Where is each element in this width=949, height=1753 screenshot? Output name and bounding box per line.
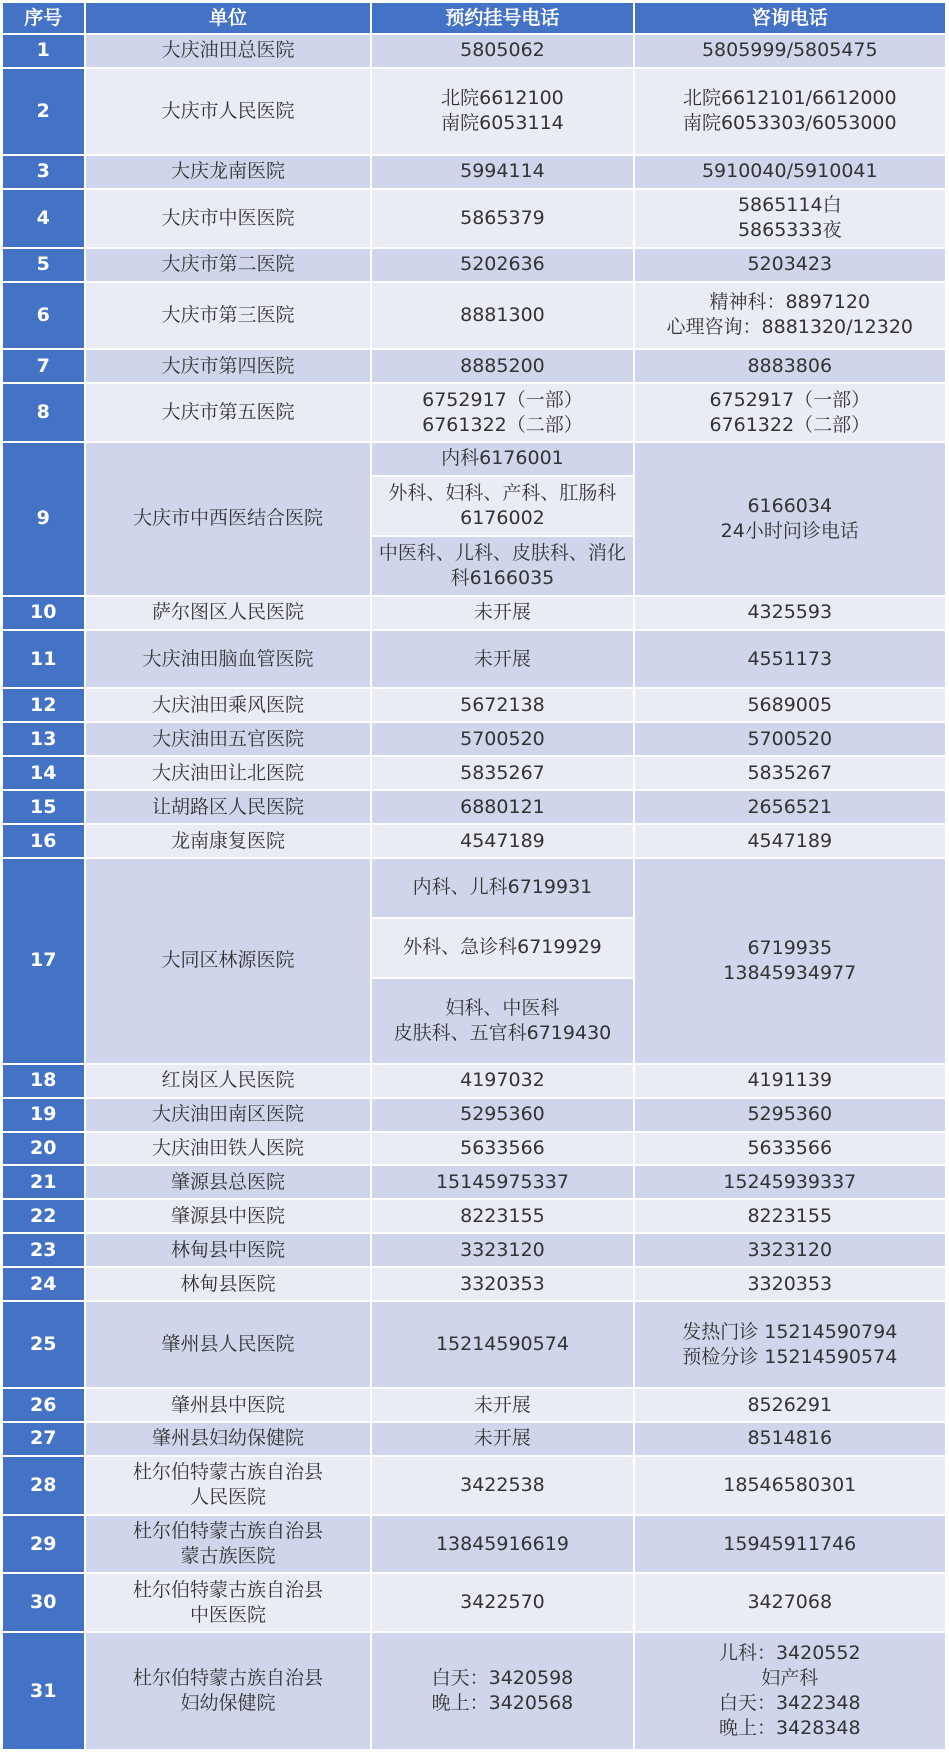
header-appointment: 预约挂号电话	[371, 2, 633, 34]
appointment-phone: 8223155	[371, 1199, 633, 1233]
row-number: 31	[2, 1632, 85, 1750]
hospital-name: 大庆油田让北医院	[85, 756, 372, 790]
table-row	[2, 1165, 946, 1199]
row-number: 9	[2, 442, 85, 596]
consult-phone: 5865114白 5865333夜	[634, 189, 946, 248]
hospital-name: 肇州县中医院	[85, 1388, 372, 1422]
consult-phone: 儿科：3420552 妇产科 白天：3422348 晚上：3428348	[634, 1632, 946, 1750]
table-row	[2, 1422, 946, 1456]
consult-phone: 6166034 24小时问诊电话	[634, 442, 946, 596]
appointment-phone: 6752917（一部） 6761322（二部）	[371, 383, 633, 442]
table-row	[2, 1132, 946, 1166]
appointment-phone: 3422570	[371, 1573, 633, 1632]
appointment-phone: 5865379	[371, 189, 633, 248]
table-row	[2, 155, 946, 189]
appointment-phone: 内科6176001	[371, 442, 633, 476]
consult-phone: 3427068	[634, 1573, 946, 1632]
appointment-phone: 5994114	[371, 155, 633, 189]
row-number: 3	[2, 155, 85, 189]
header-num: 序号	[2, 2, 85, 34]
appointment-phone: 13845916619	[371, 1515, 633, 1574]
table-row	[2, 1199, 946, 1233]
appointment-phone: 妇科、中医科 皮肤科、五官科6719430	[371, 978, 633, 1064]
hospital-name: 林甸县医院	[85, 1267, 372, 1301]
consult-phone: 6719935 13845934977	[634, 858, 946, 1064]
table-row	[2, 1267, 946, 1301]
appointment-phone: 未开展	[371, 1388, 633, 1422]
table-row	[2, 189, 946, 248]
hospital-name: 大庆市中西医结合医院	[85, 442, 372, 596]
consult-phone: 5805999/5805475	[634, 34, 946, 68]
row-number: 12	[2, 688, 85, 722]
table-row	[2, 349, 946, 383]
row-number: 8	[2, 383, 85, 442]
table-row	[2, 1098, 946, 1132]
table-row	[2, 596, 946, 630]
hospital-name: 大庆市人民医院	[85, 68, 372, 155]
appointment-phone: 15214590574	[371, 1301, 633, 1388]
row-number: 19	[2, 1098, 85, 1132]
row-number: 20	[2, 1132, 85, 1166]
table-row	[2, 688, 946, 722]
hospital-name: 肇州县妇幼保健院	[85, 1422, 372, 1456]
table-row	[2, 442, 946, 476]
appointment-phone: 5202636	[371, 248, 633, 282]
consult-phone: 15945911746	[634, 1515, 946, 1574]
row-number: 18	[2, 1064, 85, 1098]
appointment-phone: 5295360	[371, 1098, 633, 1132]
row-number: 25	[2, 1301, 85, 1388]
hospital-name: 杜尔伯特蒙古族自治县 人民医院	[85, 1456, 372, 1515]
hospital-name: 大庆油田南区医院	[85, 1098, 372, 1132]
consult-phone: 5835267	[634, 756, 946, 790]
hospital-name: 大庆市第三医院	[85, 282, 372, 350]
hospital-name: 大庆油田总医院	[85, 34, 372, 68]
row-number: 27	[2, 1422, 85, 1456]
consult-phone: 5203423	[634, 248, 946, 282]
appointment-phone: 8881300	[371, 282, 633, 350]
appointment-phone: 未开展	[371, 596, 633, 630]
hospital-name: 大庆油田五官医院	[85, 722, 372, 756]
row-number: 28	[2, 1456, 85, 1515]
row-number: 21	[2, 1165, 85, 1199]
table-row	[2, 722, 946, 756]
hospital-name: 林甸县中医院	[85, 1233, 372, 1267]
table-row	[2, 34, 946, 68]
table-row	[2, 630, 946, 689]
row-number: 29	[2, 1515, 85, 1574]
table-row	[2, 858, 946, 918]
row-number: 4	[2, 189, 85, 248]
table-row	[2, 1233, 946, 1267]
consult-phone: 5633566	[634, 1132, 946, 1166]
appointment-phone: 外科、急诊科6719929	[371, 918, 633, 978]
consult-phone: 4191139	[634, 1064, 946, 1098]
hospital-phone-table	[1, 1, 947, 1751]
consult-phone: 3320353	[634, 1267, 946, 1301]
appointment-phone: 5700520	[371, 722, 633, 756]
consult-phone: 5700520	[634, 722, 946, 756]
consult-phone: 2656521	[634, 790, 946, 824]
hospital-name: 大庆油田乘风医院	[85, 688, 372, 722]
appointment-phone: 内科、儿科6719931	[371, 858, 633, 918]
header-unit: 单位	[85, 2, 372, 34]
row-number: 1	[2, 34, 85, 68]
row-number: 5	[2, 248, 85, 282]
table-row	[2, 1301, 946, 1388]
hospital-name: 大同区林源医院	[85, 858, 372, 1064]
appointment-phone: 4547189	[371, 824, 633, 858]
row-number: 17	[2, 858, 85, 1064]
appointment-phone: 15145975337	[371, 1165, 633, 1199]
consult-phone: 5689005	[634, 688, 946, 722]
table-row	[2, 68, 946, 155]
consult-phone: 8514816	[634, 1422, 946, 1456]
consult-phone: 4551173	[634, 630, 946, 689]
appointment-phone: 5672138	[371, 688, 633, 722]
row-number: 16	[2, 824, 85, 858]
consult-phone: 北院6612101/6612000 南院6053303/6053000	[634, 68, 946, 155]
appointment-phone: 外科、妇科、产科、肛肠科6176002	[371, 476, 633, 536]
hospital-name: 龙南康复医院	[85, 824, 372, 858]
row-number: 23	[2, 1233, 85, 1267]
table-row	[2, 1573, 946, 1632]
appointment-phone: 5805062	[371, 34, 633, 68]
header-consult: 咨询电话	[634, 2, 946, 34]
consult-phone: 6752917（一部） 6761322（二部）	[634, 383, 946, 442]
appointment-phone: 3422538	[371, 1456, 633, 1515]
appointment-phone: 北院6612100 南院6053114	[371, 68, 633, 155]
hospital-name: 大庆油田脑血管医院	[85, 630, 372, 689]
table-row	[2, 383, 946, 442]
appointment-phone: 中医科、儿科、皮肤科、消化科6166035	[371, 536, 633, 596]
hospital-name: 杜尔伯特蒙古族自治县 妇幼保健院	[85, 1632, 372, 1750]
appointment-phone: 5633566	[371, 1132, 633, 1166]
appointment-phone: 5835267	[371, 756, 633, 790]
appointment-phone: 白天：3420598 晚上：3420568	[371, 1632, 633, 1750]
table-row	[2, 282, 946, 350]
appointment-phone: 8885200	[371, 349, 633, 383]
table-row	[2, 248, 946, 282]
consult-phone: 5910040/5910041	[634, 155, 946, 189]
row-number: 30	[2, 1573, 85, 1632]
appointment-phone: 4197032	[371, 1064, 633, 1098]
table-row	[2, 1515, 946, 1574]
hospital-name: 大庆市中医医院	[85, 189, 372, 248]
appointment-phone: 3320353	[371, 1267, 633, 1301]
table-row	[2, 1388, 946, 1422]
hospital-name: 大庆市第五医院	[85, 383, 372, 442]
row-number: 2	[2, 68, 85, 155]
row-number: 10	[2, 596, 85, 630]
consult-phone: 5295360	[634, 1098, 946, 1132]
hospital-name: 肇源县总医院	[85, 1165, 372, 1199]
appointment-phone: 未开展	[371, 1422, 633, 1456]
consult-phone: 8526291	[634, 1388, 946, 1422]
row-number: 22	[2, 1199, 85, 1233]
appointment-phone: 6880121	[371, 790, 633, 824]
row-number: 15	[2, 790, 85, 824]
hospital-name: 大庆市第四医院	[85, 349, 372, 383]
consult-phone: 8883806	[634, 349, 946, 383]
hospital-name: 肇源县中医院	[85, 1199, 372, 1233]
hospital-name: 杜尔伯特蒙古族自治县 中医医院	[85, 1573, 372, 1632]
header-row	[2, 2, 946, 34]
appointment-phone: 未开展	[371, 630, 633, 689]
consult-phone: 3323120	[634, 1233, 946, 1267]
consult-phone: 15245939337	[634, 1165, 946, 1199]
row-number: 11	[2, 630, 85, 689]
table-row	[2, 1064, 946, 1098]
table-row	[2, 1456, 946, 1515]
hospital-name: 肇州县人民医院	[85, 1301, 372, 1388]
row-number: 26	[2, 1388, 85, 1422]
row-number: 7	[2, 349, 85, 383]
table-row	[2, 1632, 946, 1750]
hospital-name: 大庆油田铁人医院	[85, 1132, 372, 1166]
hospital-name: 让胡路区人民医院	[85, 790, 372, 824]
consult-phone: 18546580301	[634, 1456, 946, 1515]
hospital-name: 大庆龙南医院	[85, 155, 372, 189]
row-number: 13	[2, 722, 85, 756]
hospital-name: 大庆市第二医院	[85, 248, 372, 282]
consult-phone: 4325593	[634, 596, 946, 630]
table-row	[2, 756, 946, 790]
appointment-phone: 3323120	[371, 1233, 633, 1267]
row-number: 14	[2, 756, 85, 790]
hospital-name: 萨尔图区人民医院	[85, 596, 372, 630]
consult-phone: 发热门诊 15214590794 预检分诊 15214590574	[634, 1301, 946, 1388]
consult-phone: 4547189	[634, 824, 946, 858]
hospital-name: 杜尔伯特蒙古族自治县 蒙古族医院	[85, 1515, 372, 1574]
consult-phone: 8223155	[634, 1199, 946, 1233]
consult-phone: 精神科：8897120 心理咨询：8881320/12320	[634, 282, 946, 350]
table-row	[2, 790, 946, 824]
row-number: 6	[2, 282, 85, 350]
hospital-name: 红岗区人民医院	[85, 1064, 372, 1098]
row-number: 24	[2, 1267, 85, 1301]
table-row	[2, 824, 946, 858]
